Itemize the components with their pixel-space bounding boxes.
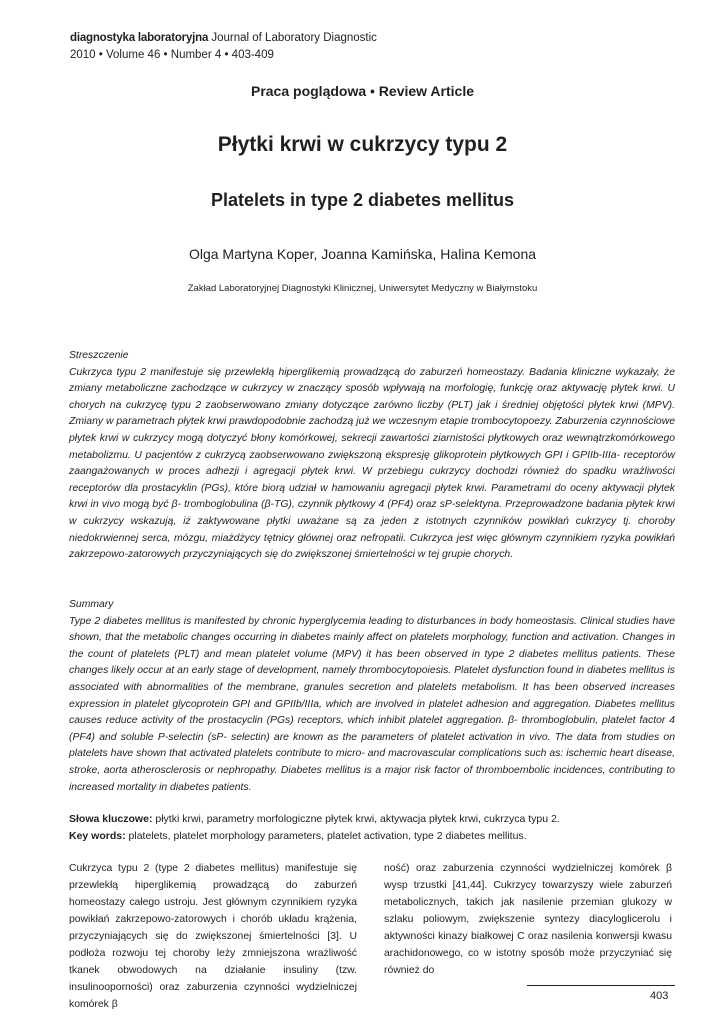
journal-name: diagnostyka laboratoryjna — [70, 32, 209, 44]
body-column-right: ność) oraz zaburzenia czynności wydzielniczej komórek β wysp trzustki [41,44]. Cukrzycy towarzyszy wiele zaburzeń metabolicznych, takich jak nasilenie przemian glukozy w szlaku poliowym, zwiększenie syntezy diacyloglicerolu i aktywności kinazy białkowej C oraz nasilenia konwersji kwasu arachidonowego, co w istotny sposób może przyczyniać się również do — [384, 863, 672, 976]
keywords-pl-label: Słowa kluczowe: — [69, 813, 153, 825]
page-number: 403 — [650, 990, 669, 1002]
abstract-en-heading: Summary — [69, 599, 114, 610]
article-title-pl: Płytki krwi w cukrzycy typu 2 — [217, 133, 508, 156]
abstract-en — [69, 597, 675, 796]
keywords-en — [69, 828, 679, 845]
keywords-en-label: Key words: — [69, 830, 126, 842]
journal-title-line — [70, 30, 377, 47]
affiliation: Zakład Laboratoryjnej Diagnostyki Klinicznej, Uniwersytet Medyczny w Białymstoku — [187, 283, 538, 294]
abstract-pl — [69, 348, 675, 564]
article-title-en: Platelets in type 2 diabetes mellitus — [210, 190, 515, 210]
journal-subtitle: Journal of Laboratory Diagnostic — [211, 32, 377, 44]
journal-header — [70, 30, 377, 64]
abstract-pl-text: Cukrzyca typu 2 manifestuje się przewlekłą hiperglikemią prowadzącą do zaburzeń homeostazy. Badania kliniczne wykazały, że zmiany metaboliczne zachodzące w cukrzycy w znaczący sposób wpływają na morfologię, funkcję oraz aktywację płytek krwi. U chorych na cukrzycę typu 2 zaobserwowano zmiany dotyczące zarówno liczby (PLT) jak i średniej objętości płytek krwi (MPV). Zmiany w parametrach płytek krwi prawdopodobnie zachodzą już we wczesnym etapie trombocytopoezy. Zaburzenia czynnościowe płytek krwi w cukrzycy mogą dotyczyć błony komórkowej, sekrecji zawartości ziarnistości płytkowych oraz wewnątrzkomórkowego metabolizmu. U pacjentów z cukrzycą zaobserwowano zwiększoną ekspresję glikoprotein płytkowych GPI i GPIIb-IIIa- receptorów zaangażowanych w proces adhezji i agregacji płytek krwi. W przebiegu cukrzycy dochodzi również do spadku wrażliwości receptorów dla prostacyklin (PGs), które biorą udział w hamowaniu agregacji płytek krwi. Parametrami do oceny aktywacji płytek krwi in vivo mogą być β- tromboglobulina (β-TG), czynnik płytkowy 4 (PF4) oraz sP-selektyna. Przeprowadzone badania płytek krwi w cukrzycy wskazują, iż zaktywowane płytki uważane są za jeden z istotnych czynników powikłań cukrzycy tj. choroby niedokrwiennej serca, mózgu, miażdżycy tętnicy głównej oraz nefropatii. Cukrzyca jest więc głównym czynnikiem ryzyka powikłań zakrzepowo-zatorowych przyczyniających się do zwiększonej śmiertelności w tej grupie chorych. — [69, 366, 675, 561]
journal-issue: 2010 • Volume 46 • Number 4 • 403-409 — [70, 49, 274, 61]
footer-divider — [527, 985, 675, 986]
keywords-pl — [69, 811, 679, 828]
abstract-pl-heading: Streszczenie — [69, 350, 129, 361]
authors: Olga Martyna Koper, Joanna Kamińska, Halina Kemona — [188, 246, 537, 262]
keywords-pl-text: płytki krwi, parametry morfologiczne płytek krwi, aktywacja płytek krwi, cukrzyca typu 2. — [155, 813, 560, 825]
abstract-en-text: Type 2 diabetes mellitus is manifested by chronic hyperglycemia leading to disturbances in body homeostasis. Clinical studies have shown, that the metabolic changes occurring in diabetes mainly affect on platelets morphology, function and activation. Changes in the count of platelets (PLT) and mean platelet volume (MPV) it has been observed in type 2 diabetes mellitus patients. These changes likely occur at an early stage of development, namely thrombocytopoiesis. Platelet dysfunction found in diabetes mellitus is associated with abnormalities of the membrane, granules secretion and platelets metabolism. It has been observed increases expression in platelet glycoprotein GPI and GPIIb/IIIa, which are involved in platelet adhesion and aggregation. Diabetes mellitus causes reduce activity of the prostacyclin (PGs) receptors, which inhibit platelet aggregation. β- thromboglobulin, platelet factor 4 (PF4) and soluble P-selectin (sP- selectin) are known as the parameters of platelet activation in vivo. The data from studies on platelets have shown that activated platelets contribute to micro- and macrovascular complications such as: ischemic heart disease, stroke, aorta atherosclerosis or nephropathy. Diabetes mellitus is a major risk factor of thromboembolic incidences, contributing to increased mortality in diabetes patients. — [69, 615, 675, 793]
keywords-en-text: platelets, platelet morphology parameters, platelet activation, type 2 diabetes mellitus. — [128, 830, 527, 842]
article-type-label: Praca poglądowa • Review Article — [250, 83, 474, 99]
body-column-left: Cukrzyca typu 2 (type 2 diabetes mellitus) manifestuje się przewlekłą hiperglikemią prowadzącą do zaburzeń homeostazy całego ustroju. Jest głównym czynnikiem ryzyka powikłań zakrzepowo-zatorowych i chorób układu krążenia, przyczyniających się do zwiększonej śmiertelności [3]. U podłoża rozwoju tej choroby leży zmniejszona wrażliwość tkanek obwodowych na działanie insuliny (tzw. insulinooporności) oraz zaburzenia czynności wydzielniczej komórek β — [69, 863, 357, 1010]
